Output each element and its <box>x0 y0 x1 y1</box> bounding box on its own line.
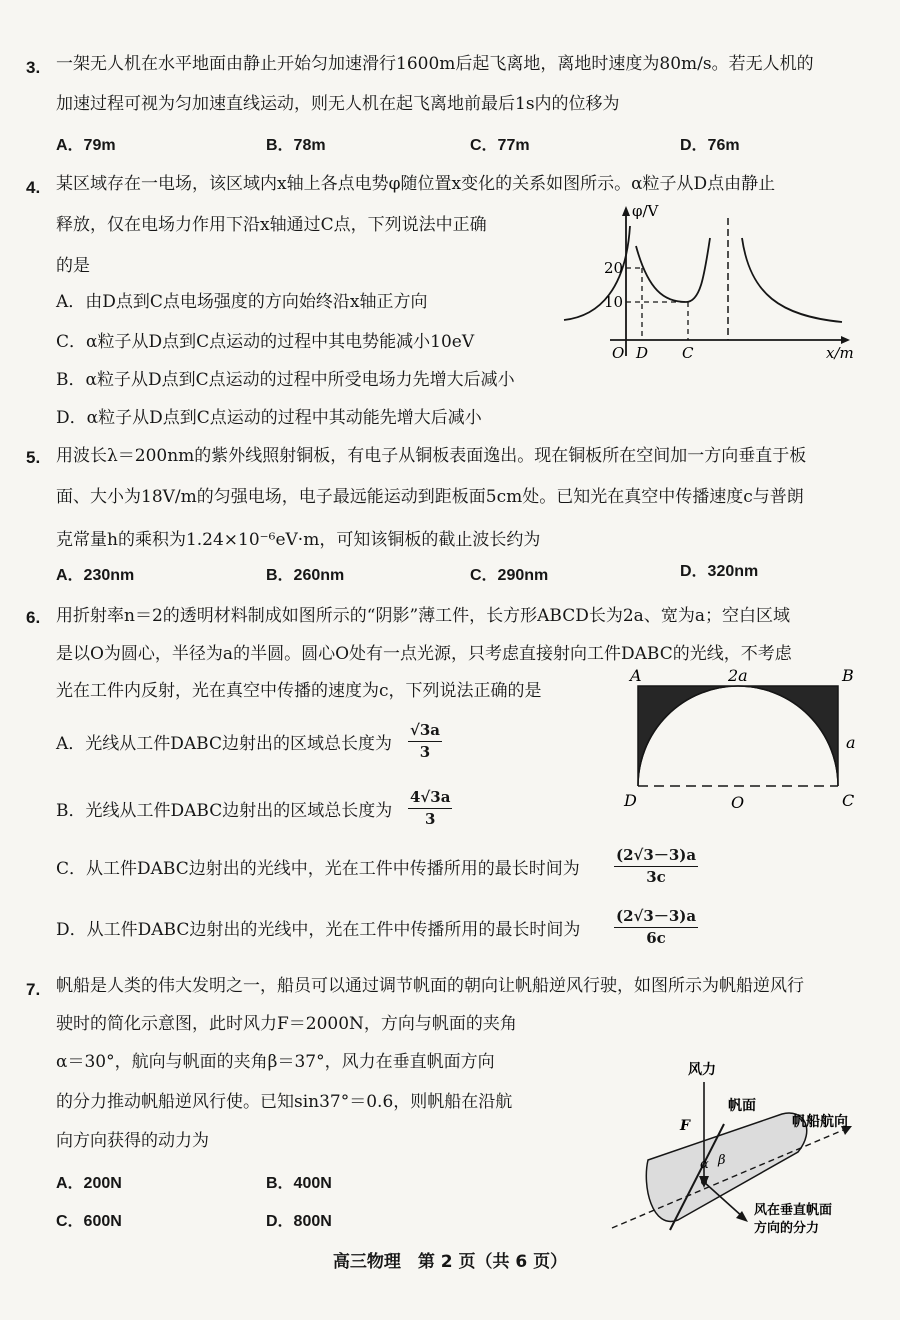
q4-stem-line1: 某区域存在一电场，该区域内x轴上各点电势φ随位置x变化的关系如图所示。α粒子从D点由静止 <box>56 174 776 194</box>
label-force-f: F <box>680 1118 690 1134</box>
q6-option-b-numerator: 4√3a <box>408 789 452 809</box>
q7-option-b: B．400N <box>266 1175 332 1192</box>
curve-right <box>742 238 842 322</box>
q3-option-a: A．79m <box>56 137 116 154</box>
q7-number: 7. <box>26 980 41 999</box>
q3-stem-line1: 一架无人机在水平地面由静止开始匀加速滑行1600m后起飞离地，离地时速度为80m/s。若无人机的 <box>56 54 814 74</box>
point-c-label: C <box>682 344 694 360</box>
q6-option-b-fraction <box>408 789 452 827</box>
q7-stem-line4: 的分力推动帆船逆风行使。已知sin37°＝0.6，则帆船在沿航 <box>56 1092 513 1112</box>
q3-option-c: C．77m <box>470 137 530 154</box>
q4-option-d: D．α粒子从D点到C点运动的过程中其动能先增大后减小 <box>56 408 482 428</box>
q4-option-c: C．α粒子从D点到C点运动的过程中其电势能减小10eV <box>56 332 475 352</box>
label-component-line1: 风在垂直帆面 <box>754 1203 833 1218</box>
q5-number: 5. <box>26 448 41 467</box>
q6-option-a-fraction <box>408 722 442 760</box>
q6-stem-line3: 光在工件内反射，光在真空中传播的速度为c，下列说法正确的是 <box>56 681 542 701</box>
q3-stem-line2: 加速过程可视为匀加速直线运动，则无人机在起飞离地前最后1s内的位移为 <box>56 94 620 114</box>
q6-number: 6. <box>26 608 41 627</box>
q6-option-c-text: C．从工件DABC边射出的光线中，光在工件中传播所用的最长时间为 <box>56 859 580 879</box>
q5-stem-line2: 面、大小为18V/m的匀强电场，电子最远能运动到距板面5cm处。已知光在真空中传播速度c与普朗 <box>56 487 804 507</box>
tick-label-20: 20 <box>604 259 624 277</box>
q5-option-d: D．320nm <box>680 563 759 580</box>
q4-number: 4. <box>26 178 41 197</box>
point-d-label: D <box>636 344 649 360</box>
q4-stem-line2: 释放，仅在电场力作用下沿x轴通过C点，下列说法中正确 <box>56 215 487 235</box>
q6-option-c-denominator: 3c <box>646 867 666 886</box>
label-component-line2: 方向的分力 <box>754 1221 820 1236</box>
q4-stem-line3: 的是 <box>56 256 90 276</box>
y-axis-arrow <box>622 206 630 216</box>
q6-option-d-text: D．从工件DABC边射出的光线中，光在工件中传播所用的最长时间为 <box>56 920 581 940</box>
label-d: D <box>624 791 637 810</box>
label-alpha: α <box>700 1157 709 1172</box>
q5-stem-line3: 克常量h的乘积为1.24×10⁻⁶eV·m，可知该铜板的截止波长约为 <box>56 530 541 550</box>
q6-option-a-numerator: √3a <box>408 722 442 742</box>
q4-option-b: B．α粒子从D点到C点运动的过程中所受电场力先增大后减小 <box>56 370 515 390</box>
label-width-a: a <box>846 733 856 752</box>
q6-option-c-fraction <box>614 847 698 885</box>
q5-option-b: B．260nm <box>266 567 345 584</box>
x-axis-arrow <box>841 336 850 344</box>
workpiece-figure <box>618 664 868 820</box>
q7-stem-line2: 驶时的简化示意图，此时风力F＝2000N，方向与帆面的夹角 <box>56 1014 517 1034</box>
label-sail: 帆面 <box>728 1098 756 1114</box>
label-c: C <box>842 791 855 810</box>
label-b: B <box>842 666 854 685</box>
sailboat-figure <box>596 1052 868 1242</box>
q6-option-d-denominator: 6c <box>646 928 666 947</box>
q6-option-a-denominator: 3 <box>419 742 431 761</box>
q5-option-a: A．230nm <box>56 567 135 584</box>
q6-option-b-text: B．光线从工件DABC边射出的区域总长度为 <box>56 801 393 821</box>
label-wind: 风力 <box>688 1062 716 1078</box>
q7-stem-line3: α＝30°，航向与帆面的夹角β＝37°，风力在垂直帆面方向 <box>56 1052 495 1072</box>
q3-option-d: D．76m <box>680 137 740 154</box>
q5-stem-line1: 用波长λ＝200nm的紫外线照射铜板，有电子从铜板表面逸出。现在铜板所在空间加一方向垂直于板 <box>56 446 807 466</box>
q7-stem-line1: 帆船是人类的伟大发明之一，船员可以通过调节帆面的朝向让帆船逆风行驶，如图所示为帆船逆风行 <box>56 976 804 996</box>
q6-option-c-numerator: (2√3－3)a <box>614 847 698 867</box>
q7-option-d: D．800N <box>266 1213 332 1230</box>
q5-option-c: C．290nm <box>470 567 549 584</box>
tick-label-10: 10 <box>604 293 624 311</box>
q7-stem-line5: 向方向获得的动力为 <box>56 1131 209 1151</box>
shaded-region <box>638 686 838 786</box>
q7-option-a: A．200N <box>56 1175 122 1192</box>
label-length-2a: 2a <box>728 666 748 685</box>
y-axis-label: φ/V <box>632 202 659 220</box>
q6-stem-line2: 是以O为圆心，半径为a的半圆。圆心O处有一点光源，只考虑直接射向工件DABC的光线，不考虑 <box>56 644 792 664</box>
label-o: O <box>731 793 745 812</box>
force-point <box>701 1179 707 1185</box>
potential-graph <box>560 198 860 360</box>
q3-number: 3. <box>26 58 41 77</box>
q3-option-b: B．78m <box>266 137 326 154</box>
q6-stem-line1: 用折射率n＝2的透明材料制成如图所示的“阴影”薄工件，长方形ABCD长为2a、宽为a；空白区域 <box>56 606 790 626</box>
q6-option-d-numerator: (2√3－3)a <box>614 908 698 928</box>
q7-option-c: C．600N <box>56 1213 122 1230</box>
x-axis-label: x/m <box>826 344 854 360</box>
q6-option-d-fraction <box>614 908 698 946</box>
label-beta: β <box>718 1153 726 1168</box>
origin-label: O <box>612 344 625 360</box>
q6-option-a-text: A．光线从工件DABC边射出的区域总长度为 <box>56 734 392 754</box>
label-heading: 帆船航向 <box>792 1114 848 1130</box>
label-a: A <box>630 666 642 685</box>
q4-option-a: A．由D点到C点电场强度的方向始终沿x轴正方向 <box>56 292 428 312</box>
curve-middle <box>636 238 710 302</box>
page-footer: 高三物理 第 2 页（共 6 页） <box>332 1252 568 1272</box>
q6-option-b-denominator: 3 <box>425 809 436 828</box>
